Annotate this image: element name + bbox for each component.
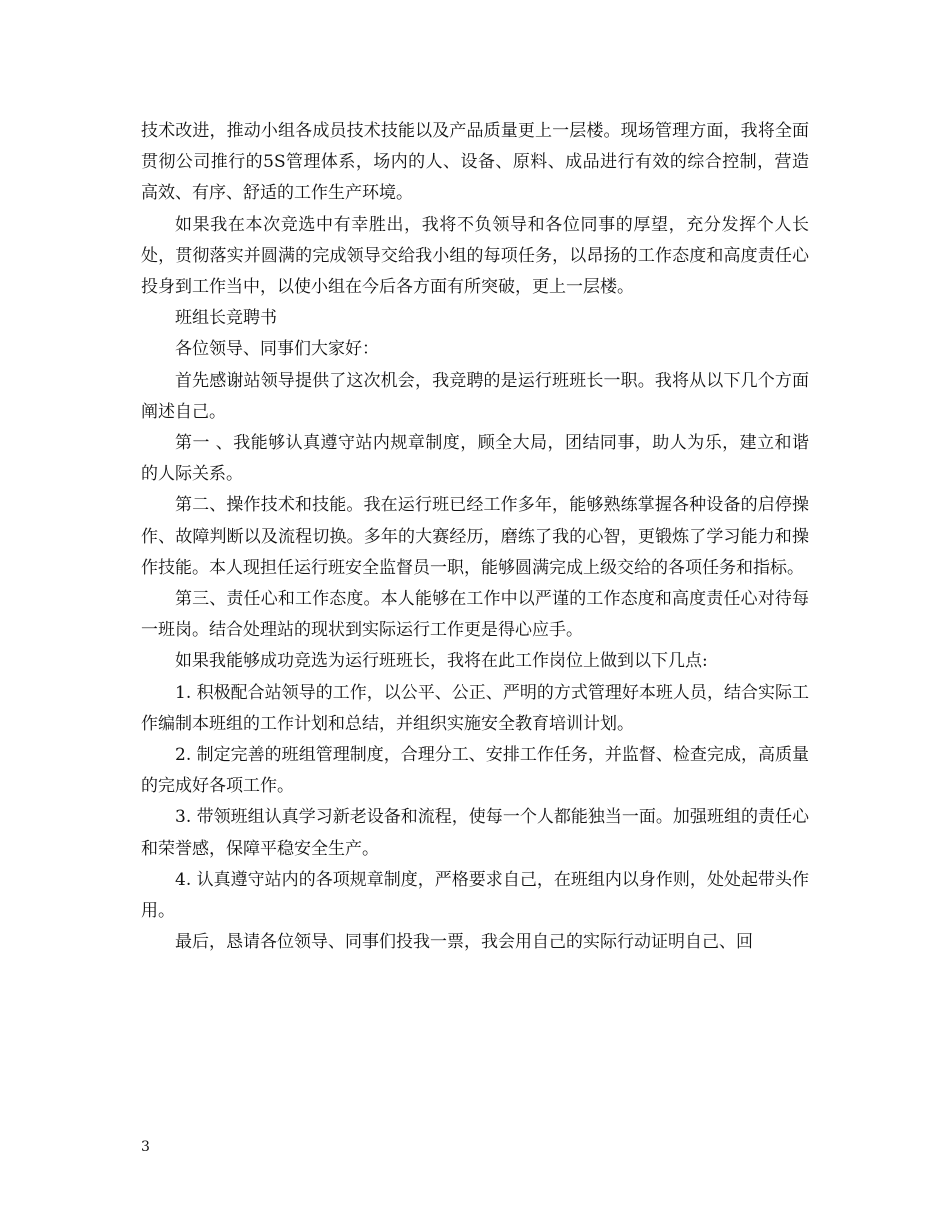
page-number: 3 [141, 1139, 150, 1155]
list-item-3: 3. 带领班组认真学习新老设备和流程，使每一个人都能独当一面。加强班组的责任心和荣誉感，保障平稳安全生产。 [141, 807, 809, 859]
paragraph-second: 第二、操作技术和技能。我在运行班已经工作多年，能够熟练掌握各种设备的启停操作、故障判断以及流程切换。多年的大赛经历，磨练了我的心智，更锻炼了学习能力和操作技能。本人现担任运行班安全监督员一职，能够圆满完成上级交给的各项任务和指标。 [141, 495, 809, 578]
list-item-4: 4. 认真遵守站内的各项规章制度，严格要求自己，在班组内以身作则，处处起带头作用。 [141, 869, 809, 922]
paragraph-first: 第一 、我能够认真遵守站内规章制度，顾全大局，团结同事，助人为乐，建立和谐的人际关系。 [141, 433, 809, 485]
paragraph-plan-intro: 如果我能够成功竞选为运行班班长，我将在此工作岗位上做到以下几点: [175, 651, 708, 672]
paragraph-intro: 首先感谢站领导提供了这次机会，我竞聘的是运行班班长一职。我将从以下几个方面阐述自己。 [141, 370, 809, 422]
salutation: 各位领导、同事们大家好： [175, 339, 379, 360]
section-title: 班组长竞聘书 [175, 308, 277, 329]
paragraph-commitment: 如果我在本次竞选中有幸胜出，我将不负领导和各位同事的厚望，充分发挥个人长处，贯彻落实并圆满的完成领导交给我小组的每项任务，以昂扬的工作态度和高度责任心投身到工作当中，以使小组在今后各方面有所突破，更上一层楼。 [141, 214, 809, 298]
document-body [141, 116, 809, 958]
paragraph-continuation: 技术改进，推动小组各成员技术技能以及产品质量更上一层楼。现场管理方面，我将全面贯彻公司推行的5S管理体系，场内的人、设备、原料、成品进行有效的综合控制，营造高效、有序、舒适的工作生产环境。 [141, 121, 809, 204]
paragraph-closing: 最后，恳请各位领导、同事们投我一票，我会用自己的实际行动证明自己、回 [175, 932, 753, 953]
paragraph-third: 第三、责任心和工作态度。本人能够在工作中以严谨的工作态度和高度责任心对待每一班岗。结合处理站的现状到实际运行工作更是得心应手。 [141, 589, 809, 641]
list-item-2: 2. 制定完善的班组管理制度，合理分工、安排工作任务，并监督、检查完成，高质量的完成好各项工作。 [141, 745, 809, 797]
list-item-1: 1. 积极配合站领导的工作，以公平、公正、严明的方式管理好本班人员，结合实际工作编制本班组的工作计划和总结，并组织实施安全教育培训计划。 [141, 682, 809, 734]
